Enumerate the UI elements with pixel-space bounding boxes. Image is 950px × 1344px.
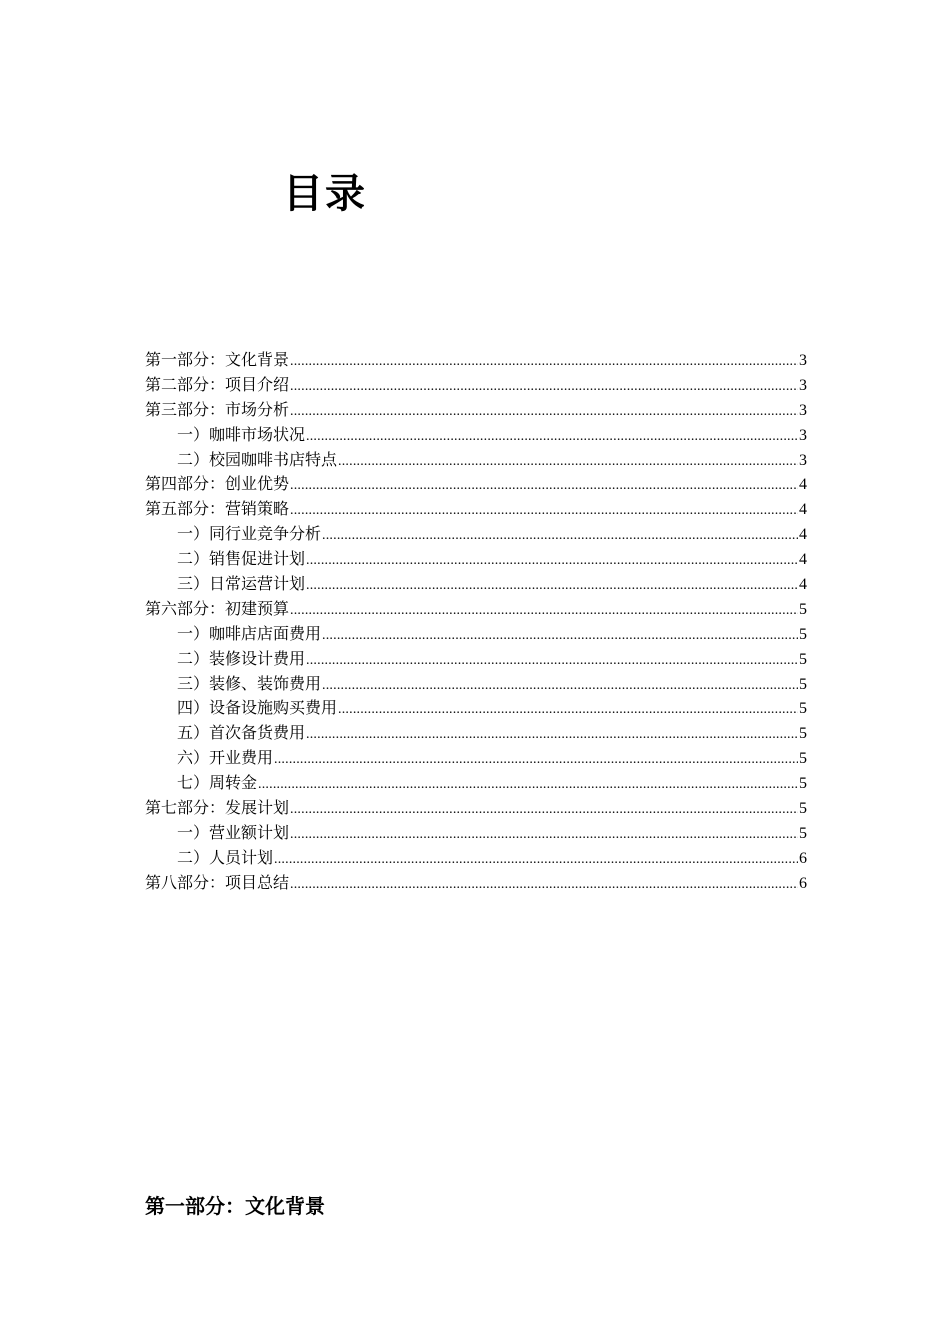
toc-dot-leader xyxy=(258,773,798,798)
toc-entry-page-number: 3 xyxy=(799,426,807,444)
toc-entry-label: 第五部分：营销策略 xyxy=(145,499,290,519)
toc-entry-label: 第七部分：发展计划 xyxy=(145,798,290,818)
toc-entry[interactable] xyxy=(145,547,807,572)
toc-entry-page-number: 3 xyxy=(799,451,807,469)
toc-dot-leader xyxy=(306,549,798,574)
toc-dot-leader xyxy=(290,499,798,524)
toc-entry-label: 一）咖啡店店面费用 xyxy=(177,623,322,643)
toc-entry[interactable] xyxy=(145,846,807,871)
toc-entry-page-number: 6 xyxy=(799,874,807,892)
toc-entry-label: 一）营业额计划 xyxy=(177,822,290,842)
toc-entry[interactable] xyxy=(145,572,807,597)
toc-entry-label: 一）咖啡市场状况 xyxy=(177,424,306,444)
toc-entry-page-number: 5 xyxy=(799,725,807,743)
toc-entry[interactable] xyxy=(145,522,807,547)
toc-entry-label: 六）开业费用 xyxy=(177,748,274,768)
toc-entry-page-number: 4 xyxy=(799,576,807,594)
toc-dot-leader xyxy=(290,823,798,848)
toc-entry[interactable] xyxy=(145,373,807,398)
toc-entry-label: 五）首次备货费用 xyxy=(177,723,306,743)
table-of-contents xyxy=(145,348,807,896)
toc-entry-label: 二）人员计划 xyxy=(177,847,274,867)
toc-dot-leader xyxy=(306,574,798,599)
toc-entry-label: 二）校园咖啡书店特点 xyxy=(177,449,338,469)
toc-entry-label: 三）装修、装饰费用 xyxy=(177,673,322,693)
toc-dot-leader xyxy=(306,723,798,748)
toc-dot-leader xyxy=(338,450,798,475)
toc-dot-leader xyxy=(290,375,798,400)
toc-entry-label: 第六部分：初建预算 xyxy=(145,598,290,618)
toc-entry-page-number: 4 xyxy=(799,526,807,544)
toc-entry[interactable] xyxy=(145,423,807,448)
toc-entry[interactable] xyxy=(145,871,807,896)
toc-dot-leader xyxy=(306,649,798,674)
toc-entry-label: 二）装修设计费用 xyxy=(177,648,306,668)
toc-entry-page-number: 4 xyxy=(799,476,807,494)
toc-entry-page-number: 5 xyxy=(799,750,807,768)
toc-dot-leader xyxy=(290,798,798,823)
toc-entry-page-number: 3 xyxy=(799,376,807,394)
toc-entry-label: 四）设备设施购买费用 xyxy=(177,698,338,718)
toc-entry-label: 三）日常运营计划 xyxy=(177,574,306,594)
toc-entry-page-number: 5 xyxy=(799,775,807,793)
toc-entry-page-number: 4 xyxy=(799,551,807,569)
toc-entry-label: 第八部分：项目总结 xyxy=(145,872,290,892)
toc-dot-leader xyxy=(322,524,798,549)
toc-entry[interactable] xyxy=(145,796,807,821)
toc-entry-page-number: 5 xyxy=(799,625,807,643)
toc-dot-leader xyxy=(274,748,798,773)
toc-entry-label: 第一部分：文化背景 xyxy=(145,350,290,369)
toc-entry-page-number: 5 xyxy=(799,824,807,842)
toc-entry-page-number: 5 xyxy=(799,650,807,668)
toc-title: 目录 xyxy=(283,171,367,217)
toc-entry[interactable] xyxy=(145,348,807,373)
toc-entry[interactable] xyxy=(145,746,807,771)
toc-entry[interactable] xyxy=(145,647,807,672)
toc-dot-leader xyxy=(290,400,798,425)
toc-entry[interactable] xyxy=(145,672,807,697)
toc-dot-leader xyxy=(290,350,798,375)
toc-entry[interactable] xyxy=(145,448,807,473)
toc-entry-page-number: 5 xyxy=(799,600,807,618)
toc-entry-page-number: 5 xyxy=(799,700,807,718)
toc-entry-page-number: 4 xyxy=(799,501,807,519)
toc-entry[interactable] xyxy=(145,622,807,647)
toc-entry[interactable] xyxy=(145,696,807,721)
toc-entry-label: 第二部分：项目介绍 xyxy=(145,374,290,394)
toc-entry-page-number: 5 xyxy=(799,800,807,818)
toc-entry[interactable] xyxy=(145,821,807,846)
toc-entry-label: 第四部分：创业优势 xyxy=(145,474,290,494)
toc-entry[interactable] xyxy=(145,497,807,522)
toc-entry-page-number: 3 xyxy=(799,352,807,369)
toc-entry-label: 二）销售促进计划 xyxy=(177,549,306,569)
toc-dot-leader xyxy=(274,848,798,873)
toc-entry[interactable] xyxy=(145,597,807,622)
toc-dot-leader xyxy=(338,698,798,723)
toc-dot-leader xyxy=(306,425,798,450)
toc-dot-leader xyxy=(290,873,798,898)
toc-dot-leader xyxy=(290,474,798,499)
toc-entry-page-number: 6 xyxy=(799,849,807,867)
toc-entry-page-number: 5 xyxy=(799,675,807,693)
toc-entry-label: 第三部分：市场分析 xyxy=(145,399,290,419)
toc-dot-leader xyxy=(290,599,798,624)
toc-dot-leader xyxy=(322,624,798,649)
toc-entry[interactable] xyxy=(145,771,807,796)
toc-entry[interactable] xyxy=(145,398,807,423)
toc-entry[interactable] xyxy=(145,472,807,497)
toc-entry-page-number: 3 xyxy=(799,401,807,419)
toc-entry-label: 一）同行业竞争分析 xyxy=(177,524,322,544)
toc-entry-label: 七）周转金 xyxy=(177,773,258,793)
toc-dot-leader xyxy=(322,674,798,699)
toc-entry[interactable] xyxy=(145,721,807,746)
section-heading: 第一部分：文化背景 xyxy=(145,1194,325,1218)
